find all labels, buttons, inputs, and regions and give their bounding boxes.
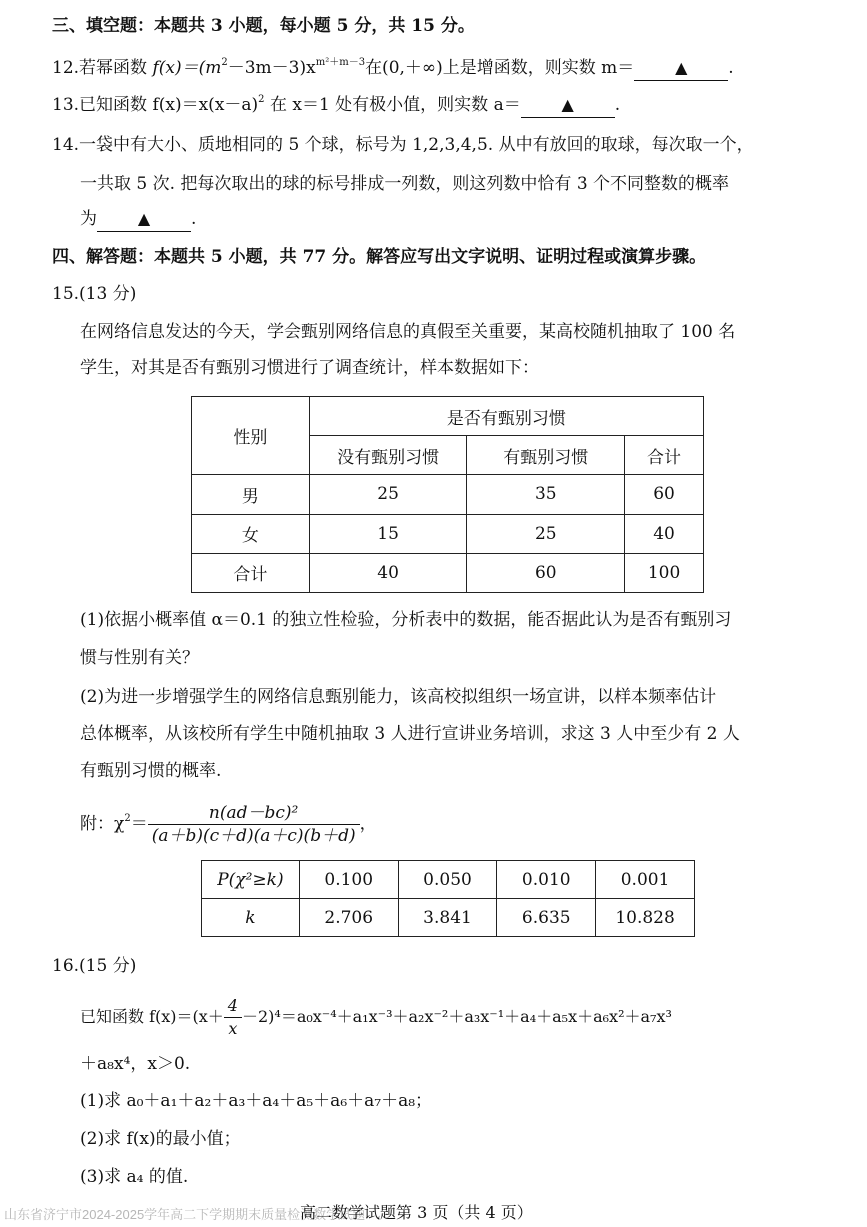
q16-fraction bbox=[224, 995, 242, 1040]
table-row bbox=[192, 553, 704, 592]
q15-part1-line1: (1)依据小概率值 α＝0.1 的独立性检验，分析表中的数据，能否据此认为是否有甄别习 bbox=[80, 610, 732, 630]
header-habit-group: 是否有甄别习惯 bbox=[309, 397, 703, 436]
header-no-habit: 没有甄别习惯 bbox=[309, 436, 467, 475]
crit-p-label: P(χ²≥k) bbox=[202, 861, 300, 899]
formula-equals: ＝ bbox=[130, 814, 148, 834]
q13-text1: 已知函数 f(x)＝x(x－a) bbox=[79, 95, 259, 115]
crit-k-value: 10.828 bbox=[596, 899, 695, 937]
formula-denominator: (a＋b)(c＋d)(a＋c)(b＋d) bbox=[151, 826, 356, 846]
footer-page-number: 高二数学试题第 3 页（共 4 页） bbox=[300, 1203, 533, 1222]
section3-title: 三、填空题：本题共 3 小题，每小题 5 分，共 15 分。 bbox=[52, 16, 475, 36]
q14-text-line1: 一袋中有大小、质地相同的 5 个球，标号为 1,2,3,4,5. 从中有放回的取球，每次取一个， bbox=[79, 135, 754, 155]
q15-heading: 15.(13 分) bbox=[52, 284, 137, 304]
cell-total: 40 bbox=[625, 514, 704, 553]
q13-answer-blank[interactable] bbox=[521, 93, 615, 118]
cell-total: 60 bbox=[625, 475, 704, 514]
cell-no: 40 bbox=[309, 553, 467, 592]
crit-p-value: 0.100 bbox=[299, 861, 398, 899]
formula-numerator: n(ad－bc)² bbox=[148, 802, 360, 825]
crit-p-value: 0.010 bbox=[497, 861, 596, 899]
q16-sub3: (3)求 a₄ 的值. bbox=[80, 1167, 189, 1187]
cell-yes: 25 bbox=[467, 514, 625, 553]
q12-text-after: 在(0,＋∞)上是增函数，则实数 m＝ bbox=[365, 58, 635, 78]
q14-answer-blank[interactable] bbox=[97, 207, 191, 232]
chi-square-formula: 附：$\chi^2=$ $\frac{\text{n(ad－bc)²}}{(a+b)(c+d)(a+c)(b+d)}$ ， bbox=[80, 803, 377, 846]
q14-end: . bbox=[191, 209, 197, 229]
q16-frac-den: x bbox=[228, 1019, 238, 1038]
q16-rest: －2)⁴＝a₀x⁻⁴＋a₁x⁻³＋a₂x⁻²＋a₃x⁻¹＋a₄＋a₅x＋a₆x²＋a₇x³ bbox=[241, 1007, 672, 1026]
header-gender: 性别 bbox=[192, 397, 310, 475]
formula-end: ， bbox=[359, 814, 377, 834]
q12-end: . bbox=[728, 58, 734, 78]
question-13: 13.已知函数 $f(x)=x(x-a)^2$ 在 x＝1 处有极小值，则实数 a＝ ▲ . bbox=[52, 93, 620, 118]
blank-triangle-icon: ▲ bbox=[675, 58, 688, 77]
q14-number: 14. bbox=[52, 135, 80, 155]
section4-title: 四、解答题：本题共 5 小题，共 77 分。解答应写出文字说明、证明过程或演算步骤。 bbox=[52, 247, 707, 267]
table-row bbox=[192, 514, 704, 553]
row-label: 合计 bbox=[192, 553, 310, 592]
cell-total: 100 bbox=[625, 553, 704, 592]
question-14-line2: 一共取 5 次. 把每次取出的球的标号排成一列数，则这列数中恰有 3 个不同整数的概率 bbox=[80, 174, 730, 194]
crit-k-label: k bbox=[202, 899, 300, 937]
q15-intro-line1: 在网络信息发达的今天，学会甄别网络信息的真假至关重要，某高校随机抽取了 100 名 bbox=[80, 322, 736, 342]
header-total: 合计 bbox=[625, 436, 704, 475]
crit-k-value: 6.635 bbox=[497, 899, 596, 937]
question-14-line1 bbox=[52, 133, 754, 157]
crit-p-value: 0.050 bbox=[398, 861, 497, 899]
critical-value-table bbox=[201, 860, 695, 937]
q15-part2-line2: 总体概率，从该校所有学生中随机抽取 3 人进行宣讲业务培训，求这 3 人中至少有 2 人 bbox=[80, 724, 740, 744]
q12-text-mid: －3m－3)x bbox=[227, 58, 316, 78]
survey-table bbox=[191, 396, 704, 593]
q15-part1-line2: 惯与性别有关？ bbox=[80, 648, 199, 668]
q16-sub2: (2)求 f(x)的最小值； bbox=[80, 1129, 241, 1149]
q12-answer-blank[interactable] bbox=[634, 56, 728, 81]
question-12: 12.若幂函数 $f(x)=(m^2-3m-3)x^{m^2+m-3}$在(0,＋∞)上是增函数，则实数 m＝ ▲ . bbox=[52, 56, 734, 81]
formula-fraction bbox=[148, 802, 360, 847]
q14-text-line3: 为 bbox=[80, 209, 97, 229]
row-label: 女 bbox=[192, 514, 310, 553]
question-14-line3 bbox=[80, 207, 196, 232]
formula-label: 附：χ bbox=[80, 814, 125, 834]
q12-fx: f(x)＝(m bbox=[152, 58, 222, 78]
q16-sub1: (1)求 a₀＋a₁＋a₂＋a₃＋a₄＋a₅＋a₆＋a₇＋a₈； bbox=[80, 1091, 433, 1111]
q16-function-line1 bbox=[80, 993, 672, 1041]
q16-lead: 已知函数 f(x)＝(x＋ bbox=[80, 1007, 224, 1026]
blank-triangle-icon: ▲ bbox=[561, 95, 574, 114]
row-label: 男 bbox=[192, 475, 310, 514]
q13-end: . bbox=[614, 95, 621, 115]
cell-yes: 35 bbox=[467, 475, 625, 514]
q12-text-pre: 若幂函数 bbox=[79, 58, 153, 78]
cell-no: 15 bbox=[309, 514, 467, 553]
footer-watermark: 山东省济宁市2024-2025学年高二下学期期末质量检测数学试题 bbox=[4, 1207, 366, 1222]
table-row bbox=[192, 475, 704, 514]
cell-no: 25 bbox=[309, 475, 467, 514]
q13-text2: 在 x＝1 处有极小值，则实数 a＝ bbox=[264, 95, 521, 115]
blank-triangle-icon: ▲ bbox=[137, 209, 151, 228]
q12-number: 12. bbox=[52, 58, 80, 78]
crit-k-value: 3.841 bbox=[398, 899, 497, 937]
crit-p-value: 0.001 bbox=[596, 861, 695, 899]
q15-intro-line2: 学生，对其是否有甄别习惯进行了调查统计，样本数据如下： bbox=[80, 358, 539, 378]
q16-function-line2: ＋a₈x⁴，x＞0. bbox=[80, 1054, 191, 1074]
q15-part2-line3: 有甄别习惯的概率. bbox=[80, 761, 222, 781]
q16-frac-num: 4 bbox=[224, 995, 242, 1018]
page-footer bbox=[0, 1196, 867, 1227]
q12-exponent: m²＋m－3 bbox=[315, 57, 366, 68]
q15-part2-line1: (2)为进一步增强学生的网络信息甄别能力，该高校拟组织一场宣讲，以样本频率估计 bbox=[80, 687, 717, 707]
cell-yes: 60 bbox=[467, 553, 625, 592]
header-has-habit: 有甄别习惯 bbox=[467, 436, 625, 475]
q16-heading: 16.(15 分) bbox=[52, 956, 137, 976]
crit-k-value: 2.706 bbox=[299, 899, 398, 937]
q13-number: 13. bbox=[52, 95, 80, 115]
